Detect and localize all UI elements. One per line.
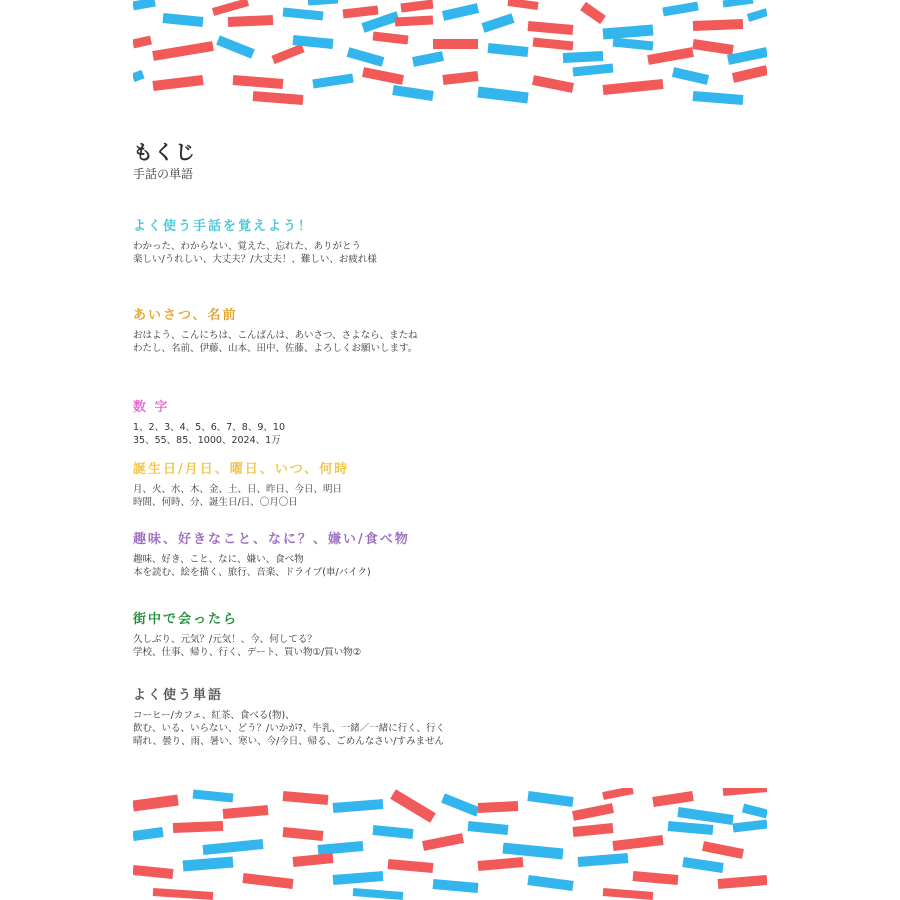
brush-stroke — [508, 2, 538, 6]
brush-strokes-top-graphic — [133, 0, 767, 105]
brush-stroke — [153, 892, 213, 896]
brush-stroke — [718, 880, 767, 884]
section-line: 月、火、水、木、金、土、日、昨日、今日、明日 — [133, 484, 343, 495]
brush-stroke — [388, 864, 433, 868]
brush-stroke — [333, 876, 383, 880]
section-line: 久しぶり、元気？/元気！、今、何してる？ — [133, 634, 317, 645]
brush-stroke — [353, 892, 403, 896]
section-line: わたし、名前、伊藤、山本、田中、佐藤、よろしくお願いします。 — [133, 343, 418, 354]
brush-stroke — [603, 84, 663, 90]
brush-stroke — [573, 828, 613, 832]
brush-stroke — [283, 796, 328, 800]
section-title: よく使う単語 — [133, 688, 224, 703]
toc-subtitle: 手話の単語 — [133, 167, 194, 181]
brush-stroke — [183, 862, 233, 866]
brush-stroke — [483, 18, 513, 28]
brush-stroke — [663, 6, 698, 12]
brush-stroke — [573, 68, 613, 72]
section-line: コーヒー/カフェ、紅茶、食べる(物)、 — [133, 710, 295, 721]
brush-stroke — [313, 78, 353, 84]
brush-stroke — [683, 862, 723, 868]
brush-stroke-pattern-top — [133, 0, 767, 105]
brush-stroke — [528, 880, 573, 886]
brush-stroke — [603, 790, 633, 796]
section-line: 時間、何時、分、誕生日/日、〇月〇日 — [133, 497, 298, 508]
brush-stroke — [133, 832, 163, 836]
brush-stroke — [283, 12, 323, 16]
brush-stroke — [308, 0, 338, 2]
brush-stroke — [233, 80, 283, 84]
brush-stroke — [748, 12, 767, 18]
brush-stroke — [363, 16, 398, 28]
brush-stroke — [293, 858, 333, 862]
section-line: 晴れ、曇り、雨、暑い、寒い、今/今日、帰る、ごめんなさい/すみません — [133, 736, 444, 747]
brush-stroke — [603, 892, 653, 896]
brush-stroke — [133, 74, 143, 78]
brush-stroke — [613, 42, 653, 46]
brush-stroke — [733, 824, 767, 828]
brush-strokes-bottom-graphic — [133, 788, 767, 900]
brush-stroke — [273, 48, 303, 60]
brush-stroke — [668, 826, 713, 830]
section-title: 街中で会ったら — [133, 612, 239, 627]
section-line: 1、2、3、4、5、6、7、8、9、10 — [133, 422, 285, 433]
brush-stroke — [193, 794, 233, 798]
brush-stroke — [733, 70, 767, 78]
brush-stroke — [393, 90, 433, 96]
brush-stroke — [293, 40, 333, 44]
brush-stroke-pattern-bottom — [133, 788, 767, 900]
brush-stroke — [583, 6, 603, 20]
section-meeting-in-town — [133, 611, 767, 659]
brush-stroke — [363, 72, 403, 80]
section-line: 本を読む、絵を描く、旅行、音楽、ドライブ(車/バイク) — [133, 567, 371, 578]
brush-stroke — [653, 796, 693, 802]
brush-stroke — [533, 42, 573, 46]
section-line: 趣味、好き、こと、なに、嫌い、食べ物 — [133, 554, 304, 565]
brush-stroke — [693, 24, 743, 26]
document-page — [133, 0, 767, 900]
brush-stroke — [678, 812, 733, 820]
brush-stroke — [373, 36, 408, 40]
brush-stroke — [693, 44, 733, 50]
brush-stroke — [563, 56, 603, 58]
brush-stroke — [373, 830, 413, 834]
brush-stroke — [413, 56, 443, 62]
brush-stroke — [203, 844, 263, 850]
brush-stroke — [318, 846, 363, 850]
brush-stroke — [468, 826, 508, 830]
brush-stroke — [648, 52, 693, 60]
section-numbers — [133, 399, 767, 447]
brush-stroke — [443, 8, 478, 16]
brush-stroke — [533, 80, 573, 88]
section-title: よく使う手話を覚えよう！ — [133, 219, 314, 234]
brush-stroke — [395, 20, 433, 22]
brush-stroke — [728, 52, 767, 60]
brush-stroke — [693, 96, 743, 100]
section-line: 楽しい/うれしい、大丈夫？/大丈夫！、難しい、お疲れ様 — [133, 254, 377, 265]
brush-stroke — [528, 26, 573, 30]
brush-stroke — [401, 4, 433, 8]
brush-stroke — [723, 0, 753, 4]
brush-stroke — [423, 838, 463, 846]
section-common-signs — [133, 218, 767, 266]
brush-stroke — [633, 876, 678, 880]
brush-stroke — [443, 76, 478, 80]
brush-stroke — [133, 2, 155, 6]
brush-stroke — [478, 862, 523, 866]
brush-stroke — [488, 48, 528, 52]
brush-stroke — [228, 20, 273, 22]
brush-stroke — [478, 806, 518, 808]
section-title: 誕生日/月日、曜日、いつ、何時 — [133, 462, 350, 477]
section-line: 飲む、いる、いらない、どう？/いかが?、牛乳、一緒／一緒に行く、行く — [133, 723, 446, 734]
brush-stroke — [703, 846, 743, 854]
brush-stroke — [163, 18, 203, 22]
section-title: あいさつ、名前 — [133, 308, 238, 323]
brush-stroke — [348, 52, 383, 62]
section-hobbies-food — [133, 531, 767, 579]
brush-stroke — [478, 92, 528, 98]
brush-stroke — [223, 810, 268, 814]
brush-stroke — [133, 800, 178, 806]
brush-stroke — [433, 884, 478, 888]
brush-stroke — [153, 80, 203, 86]
brush-stroke — [603, 30, 653, 34]
section-line: 35、55、85、1000、2024、1万 — [133, 435, 281, 446]
brush-stroke — [173, 826, 223, 828]
brush-stroke — [133, 870, 173, 874]
section-line: 学校、仕事、帰り、行く、デート、買い物①/買い物② — [133, 647, 362, 658]
section-title: 数 字 — [133, 400, 170, 415]
brush-stroke — [393, 794, 433, 818]
brush-stroke — [213, 2, 248, 12]
brush-stroke — [253, 96, 303, 100]
brush-stroke — [133, 40, 151, 44]
section-dates-times — [133, 461, 767, 509]
section-line: わかった、わからない、覚えた、忘れた、ありがとう — [133, 241, 362, 252]
brush-stroke — [153, 46, 213, 56]
brush-stroke — [283, 832, 323, 836]
brush-stroke — [673, 72, 708, 80]
section-title: 趣味、好きなこと、なに？、嫌い/食べ物 — [133, 532, 410, 547]
toc-title: もくじ — [133, 140, 196, 164]
brush-stroke — [578, 858, 628, 862]
brush-stroke — [333, 804, 383, 808]
brush-stroke — [613, 840, 663, 846]
brush-stroke — [528, 796, 573, 802]
brush-stroke — [343, 10, 378, 14]
brush-stroke — [503, 848, 563, 854]
section-line: おはよう、こんにちは、こんばんは、あいさつ、さよなら、またね — [133, 330, 418, 341]
brush-stroke — [443, 798, 478, 812]
section-common-words — [133, 687, 767, 748]
brush-stroke — [743, 808, 767, 814]
brush-stroke — [243, 878, 293, 884]
brush-stroke — [218, 40, 253, 54]
brush-stroke — [573, 808, 613, 816]
brush-stroke — [723, 788, 767, 792]
section-greetings-names — [133, 307, 767, 355]
